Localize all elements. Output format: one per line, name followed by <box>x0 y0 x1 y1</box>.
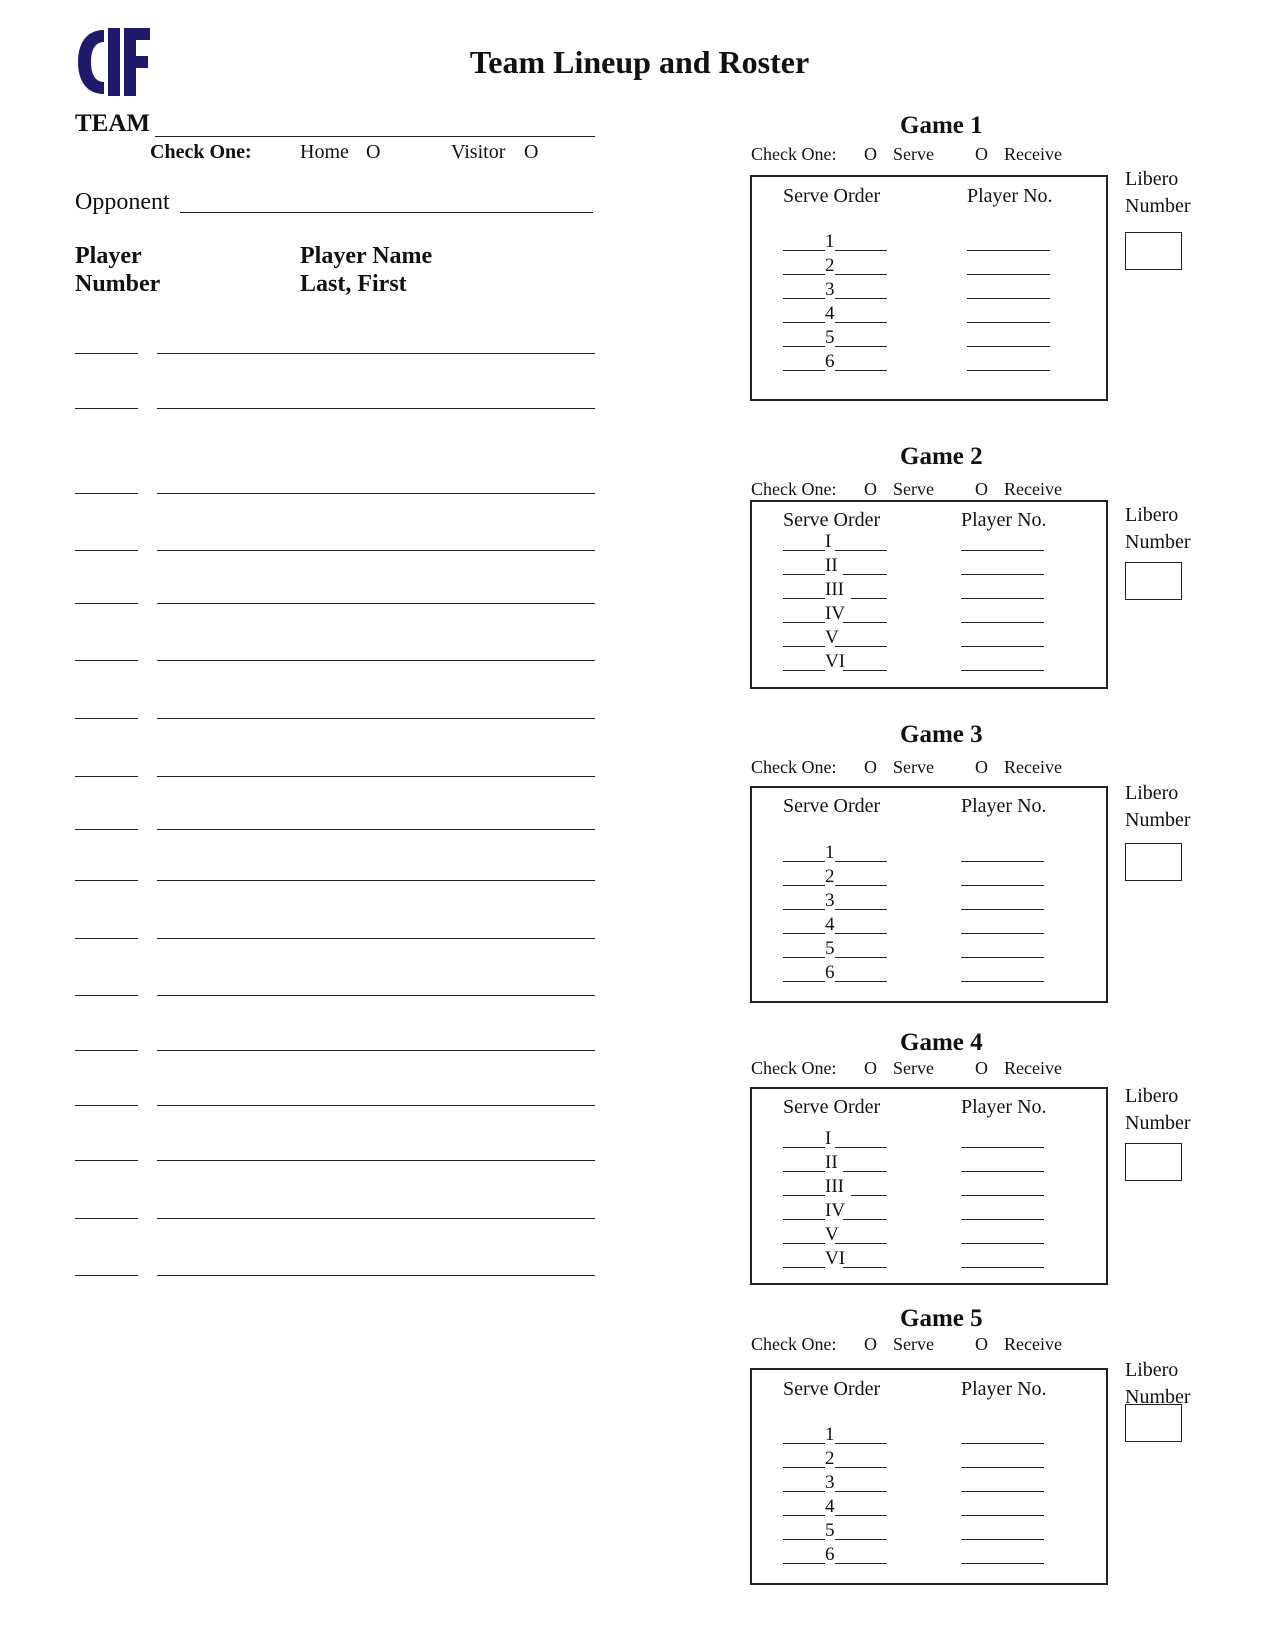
serve-order-row <box>783 328 893 351</box>
player-number-field[interactable] <box>961 646 1044 647</box>
serve-order-label: I <box>825 1128 832 1149</box>
serve-order-blank-right[interactable] <box>843 1267 887 1268</box>
serve-order-blank-right[interactable] <box>835 346 887 347</box>
serve-order-blank-right[interactable] <box>835 1147 887 1148</box>
serve-order-blank-right[interactable] <box>835 298 887 299</box>
serve-order-label: 1 <box>825 1424 835 1445</box>
player-number-field[interactable] <box>967 250 1050 251</box>
serve-order-blank-right[interactable] <box>835 1563 887 1564</box>
player-name-header-line1: Player Name <box>300 243 433 269</box>
serve-order-label: 2 <box>825 255 835 276</box>
roster-name-field[interactable] <box>157 718 595 719</box>
serve-checkbox[interactable]: O <box>864 1058 877 1078</box>
visitor-checkbox[interactable]: O <box>524 141 539 163</box>
serve-order-blank-left[interactable] <box>783 370 825 371</box>
serve-order-blank-right[interactable] <box>835 1515 887 1516</box>
libero-number-box[interactable] <box>1125 232 1182 270</box>
page-title-text: Team Lineup and Roster <box>469 44 810 80</box>
roster-number-field[interactable] <box>75 550 138 551</box>
serve-order-blank-left[interactable] <box>783 550 825 551</box>
serve-order-label: 3 <box>825 890 835 911</box>
player-number-field[interactable] <box>961 861 1044 862</box>
serve-order-blank-left[interactable] <box>783 909 825 910</box>
libero-label-line2: Number <box>1125 531 1191 553</box>
serve-order-label: III <box>825 1176 844 1197</box>
roster-name-field[interactable] <box>157 660 595 661</box>
serve-order-label: 1 <box>825 231 835 252</box>
serve-order-blank-left[interactable] <box>783 322 825 323</box>
serve-order-blank-left[interactable] <box>783 574 825 575</box>
serve-order-row <box>783 1545 893 1568</box>
receive-checkbox[interactable]: O <box>975 757 988 777</box>
serve-order-blank-right[interactable] <box>835 933 887 934</box>
roster-name-field[interactable] <box>157 938 595 939</box>
roster-name-field[interactable] <box>157 776 595 777</box>
serve-order-blank-right[interactable] <box>835 861 887 862</box>
serve-order-label: 1 <box>825 842 835 863</box>
serve-order-row <box>783 304 893 327</box>
libero-label-line1: Libero <box>1125 168 1179 190</box>
home-visitor-check-label: Check One: <box>150 141 252 163</box>
serve-checkbox[interactable]: O <box>864 479 877 499</box>
serve-order-label: 6 <box>825 962 835 983</box>
serve-order-label: I <box>825 531 832 552</box>
serve-order-blank-right[interactable] <box>835 322 887 323</box>
serve-order-blank-right[interactable] <box>835 1443 887 1444</box>
serve-order-blank-left[interactable] <box>783 957 825 958</box>
serve-label: Serve <box>893 1058 934 1078</box>
libero-label <box>1125 1083 1191 1137</box>
player-number-field[interactable] <box>967 298 1050 299</box>
serve-order-blank-left[interactable] <box>783 1443 825 1444</box>
serve-order-blank-left[interactable] <box>783 1195 825 1196</box>
roster-name-field[interactable] <box>157 550 595 551</box>
serve-checkbox[interactable]: O <box>864 1334 877 1354</box>
player-number-field[interactable] <box>961 1267 1044 1268</box>
serve-order-row <box>783 628 893 651</box>
roster-number-field[interactable] <box>75 829 138 830</box>
roster-name-field[interactable] <box>157 603 595 604</box>
player-name-header <box>300 242 432 298</box>
serve-order-blank-right[interactable] <box>835 909 887 910</box>
roster-number-field[interactable] <box>75 408 138 409</box>
player-no-header: Player No. <box>961 1096 1047 1118</box>
player-no-header: Player No. <box>961 1378 1047 1400</box>
roster-number-field[interactable] <box>75 603 138 604</box>
player-number-field[interactable] <box>961 1171 1044 1172</box>
serve-order-row <box>783 1521 893 1544</box>
roster-name-field[interactable] <box>157 493 595 494</box>
serve-order-blank-left[interactable] <box>783 1515 825 1516</box>
serve-order-label: 6 <box>825 351 835 372</box>
serve-order-row <box>783 939 893 962</box>
serve-order-blank-left[interactable] <box>783 1563 825 1564</box>
roster-number-field[interactable] <box>75 776 138 777</box>
serve-order-blank-left[interactable] <box>783 933 825 934</box>
serve-order-row <box>783 1425 893 1448</box>
roster-number-field[interactable] <box>75 1218 138 1219</box>
roster-name-field[interactable] <box>157 880 595 881</box>
roster-number-field[interactable] <box>75 1160 138 1161</box>
serve-order-blank-left[interactable] <box>783 1219 825 1220</box>
player-number-field[interactable] <box>967 346 1050 347</box>
receive-label: Receive <box>1004 479 1062 499</box>
team-label: TEAM <box>75 110 150 137</box>
serve-receive-check-label: Check One: <box>751 144 837 164</box>
roster-number-field[interactable] <box>75 995 138 996</box>
serve-order-blank-left[interactable] <box>783 622 825 623</box>
serve-order-label: 5 <box>825 938 835 959</box>
receive-checkbox[interactable]: O <box>975 144 988 164</box>
libero-label <box>1125 1357 1191 1411</box>
serve-order-label: 2 <box>825 866 835 887</box>
game-title: Game 5 <box>900 1305 983 1332</box>
serve-order-blank-right[interactable] <box>843 670 887 671</box>
serve-order-blank-right[interactable] <box>835 1539 887 1540</box>
serve-order-row <box>783 915 893 938</box>
serve-order-header: Serve Order <box>783 185 881 207</box>
receive-label: Receive <box>1004 757 1062 777</box>
roster-name-field[interactable] <box>157 408 595 409</box>
libero-number-box[interactable] <box>1125 562 1182 600</box>
serve-order-row <box>783 1201 893 1224</box>
serve-order-blank-right[interactable] <box>843 574 887 575</box>
serve-order-blank-left[interactable] <box>783 670 825 671</box>
serve-order-label: 3 <box>825 1472 835 1493</box>
serve-order-blank-left[interactable] <box>783 346 825 347</box>
roster-number-field[interactable] <box>75 493 138 494</box>
visitor-label: Visitor <box>451 141 506 163</box>
player-number-field[interactable] <box>961 933 1044 934</box>
serve-checkbox[interactable]: O <box>864 757 877 777</box>
serve-order-blank-right[interactable] <box>835 1467 887 1468</box>
serve-order-row <box>783 580 893 603</box>
libero-number-box[interactable] <box>1125 1143 1182 1181</box>
serve-order-label: II <box>825 1152 838 1173</box>
serve-order-header: Serve Order <box>783 509 881 531</box>
player-number-field[interactable] <box>967 370 1050 371</box>
serve-order-label: 4 <box>825 1496 835 1517</box>
libero-label-line2: Number <box>1125 809 1191 831</box>
serve-checkbox[interactable]: O <box>864 144 877 164</box>
serve-receive-check-label: Check One: <box>751 1334 837 1354</box>
serve-order-label: VI <box>825 651 846 672</box>
receive-checkbox[interactable]: O <box>975 1334 988 1354</box>
serve-order-blank-right[interactable] <box>835 250 887 251</box>
opponent-field[interactable] <box>180 212 593 213</box>
serve-order-blank-right[interactable] <box>835 274 887 275</box>
serve-order-row <box>783 1473 893 1496</box>
serve-order-row <box>783 963 893 986</box>
player-number-field[interactable] <box>961 885 1044 886</box>
serve-label: Serve <box>893 1334 934 1354</box>
serve-order-label: IV <box>825 1200 846 1221</box>
player-no-header: Player No. <box>961 509 1047 531</box>
receive-label: Receive <box>1004 144 1062 164</box>
receive-label: Receive <box>1004 1058 1062 1078</box>
serve-order-row <box>783 1129 893 1152</box>
home-label: Home <box>300 141 349 163</box>
libero-label-line1: Libero <box>1125 504 1179 526</box>
player-number-field[interactable] <box>961 957 1044 958</box>
roster-number-field[interactable] <box>75 938 138 939</box>
serve-order-row <box>783 1497 893 1520</box>
serve-order-header: Serve Order <box>783 1378 881 1400</box>
roster-number-field[interactable] <box>75 1275 138 1276</box>
serve-order-blank-left[interactable] <box>783 885 825 886</box>
serve-order-label: 5 <box>825 1520 835 1541</box>
player-number-field[interactable] <box>961 1515 1044 1516</box>
serve-label: Serve <box>893 757 934 777</box>
serve-order-blank-right[interactable] <box>835 646 887 647</box>
serve-order-label: V <box>825 1224 839 1245</box>
serve-order-label: 5 <box>825 327 835 348</box>
serve-order-row <box>783 532 893 555</box>
roster-name-field[interactable] <box>157 1050 595 1051</box>
serve-order-blank-left[interactable] <box>783 1491 825 1492</box>
serve-order-blank-right[interactable] <box>835 885 887 886</box>
serve-order-blank-left[interactable] <box>783 981 825 982</box>
serve-order-row <box>783 556 893 579</box>
roster-number-field[interactable] <box>75 1050 138 1051</box>
libero-label <box>1125 780 1191 834</box>
serve-order-blank-left[interactable] <box>783 1147 825 1148</box>
serve-order-blank-right[interactable] <box>851 598 887 599</box>
player-number-field[interactable] <box>961 1467 1044 1468</box>
roster-number-field[interactable] <box>75 353 138 354</box>
serve-order-header: Serve Order <box>783 1096 881 1118</box>
serve-order-blank-right[interactable] <box>835 957 887 958</box>
serve-order-row <box>783 1225 893 1248</box>
serve-order-blank-left[interactable] <box>783 1267 825 1268</box>
serve-order-blank-right[interactable] <box>835 1491 887 1492</box>
player-no-header: Player No. <box>961 795 1047 817</box>
serve-order-row <box>783 604 893 627</box>
libero-label-line2: Number <box>1125 1386 1191 1408</box>
home-checkbox[interactable]: O <box>366 141 381 163</box>
serve-order-blank-left[interactable] <box>783 861 825 862</box>
receive-label: Receive <box>1004 1334 1062 1354</box>
serve-order-row <box>783 652 893 675</box>
roster-name-field[interactable] <box>157 353 595 354</box>
serve-order-row <box>783 256 893 279</box>
serve-order-label: III <box>825 579 844 600</box>
serve-label: Serve <box>893 144 934 164</box>
serve-order-blank-right[interactable] <box>835 1243 887 1244</box>
serve-order-row <box>783 1449 893 1472</box>
serve-order-row <box>783 1249 893 1272</box>
libero-label-line2: Number <box>1125 195 1191 217</box>
player-no-header: Player No. <box>967 185 1053 207</box>
roster-name-field[interactable] <box>157 1275 595 1276</box>
player-number-field[interactable] <box>967 274 1050 275</box>
player-number-field[interactable] <box>961 574 1044 575</box>
serve-order-label: 3 <box>825 279 835 300</box>
serve-order-blank-left[interactable] <box>783 646 825 647</box>
serve-order-blank-left[interactable] <box>783 1539 825 1540</box>
player-number-field[interactable] <box>961 1147 1044 1148</box>
serve-order-blank-right[interactable] <box>843 1171 887 1172</box>
serve-order-header: Serve Order <box>783 795 881 817</box>
game-title: Game 2 <box>900 443 983 470</box>
page-title <box>0 44 1275 81</box>
player-number-field[interactable] <box>961 1219 1044 1220</box>
serve-order-label: 2 <box>825 1448 835 1469</box>
serve-order-label: II <box>825 555 838 576</box>
roster-number-field[interactable] <box>75 718 138 719</box>
player-number-field[interactable] <box>967 322 1050 323</box>
serve-order-blank-right[interactable] <box>843 1219 887 1220</box>
team-name-field[interactable] <box>155 136 595 137</box>
serve-order-blank-left[interactable] <box>783 1467 825 1468</box>
serve-order-blank-left[interactable] <box>783 1243 825 1244</box>
libero-number-box[interactable] <box>1125 843 1182 881</box>
player-number-field[interactable] <box>961 598 1044 599</box>
player-number-field[interactable] <box>961 1563 1044 1564</box>
serve-order-label: IV <box>825 603 846 624</box>
roster-name-field[interactable] <box>157 829 595 830</box>
player-number-field[interactable] <box>961 981 1044 982</box>
serve-order-row <box>783 232 893 255</box>
serve-order-row <box>783 280 893 303</box>
player-number-header-line2: Number <box>75 271 161 297</box>
player-number-field[interactable] <box>961 1491 1044 1492</box>
serve-order-row <box>783 867 893 890</box>
player-number-field[interactable] <box>961 1443 1044 1444</box>
serve-order-label: VI <box>825 1248 846 1269</box>
serve-receive-check-label: Check One: <box>751 1058 837 1078</box>
roster-name-field[interactable] <box>157 995 595 996</box>
serve-order-row <box>783 891 893 914</box>
serve-order-blank-right[interactable] <box>835 550 887 551</box>
serve-receive-check-label: Check One: <box>751 757 837 777</box>
player-number-field[interactable] <box>961 1195 1044 1196</box>
roster-number-field[interactable] <box>75 660 138 661</box>
player-number-field[interactable] <box>961 909 1044 910</box>
opponent-label: Opponent <box>75 189 170 215</box>
serve-order-blank-left[interactable] <box>783 298 825 299</box>
serve-order-label: 4 <box>825 303 835 324</box>
libero-label <box>1125 502 1191 556</box>
libero-label-line1: Libero <box>1125 1085 1179 1107</box>
serve-order-label: 4 <box>825 914 835 935</box>
roster-name-field[interactable] <box>157 1218 595 1219</box>
game-title: Game 4 <box>900 1029 983 1056</box>
player-name-header-line2: Last, First <box>300 271 407 297</box>
serve-order-row <box>783 1177 893 1200</box>
receive-checkbox[interactable]: O <box>975 1058 988 1078</box>
serve-order-row <box>783 352 893 375</box>
roster-name-field[interactable] <box>157 1160 595 1161</box>
serve-order-blank-right[interactable] <box>835 370 887 371</box>
roster-number-field[interactable] <box>75 1105 138 1106</box>
serve-order-blank-left[interactable] <box>783 598 825 599</box>
libero-label-line1: Libero <box>1125 1359 1179 1381</box>
serve-order-blank-left[interactable] <box>783 274 825 275</box>
serve-order-label: V <box>825 627 839 648</box>
libero-number-box[interactable] <box>1125 1404 1182 1442</box>
roster-number-field[interactable] <box>75 880 138 881</box>
serve-receive-check-label: Check One: <box>751 479 837 499</box>
player-number-field[interactable] <box>961 622 1044 623</box>
roster-name-field[interactable] <box>157 1105 595 1106</box>
libero-label-line2: Number <box>1125 1112 1191 1134</box>
game-title: Game 1 <box>900 112 983 139</box>
serve-label: Serve <box>893 479 934 499</box>
player-number-field[interactable] <box>961 1539 1044 1540</box>
player-number-field[interactable] <box>961 1243 1044 1244</box>
libero-label-line1: Libero <box>1125 782 1179 804</box>
serve-order-row <box>783 1153 893 1176</box>
serve-order-blank-right[interactable] <box>835 981 887 982</box>
serve-order-label: 6 <box>825 1544 835 1565</box>
serve-order-row <box>783 843 893 866</box>
player-number-field[interactable] <box>961 670 1044 671</box>
serve-order-blank-right[interactable] <box>851 1195 887 1196</box>
serve-order-blank-left[interactable] <box>783 1171 825 1172</box>
serve-order-blank-right[interactable] <box>843 622 887 623</box>
receive-checkbox[interactable]: O <box>975 479 988 499</box>
libero-label <box>1125 166 1191 220</box>
player-number-field[interactable] <box>961 550 1044 551</box>
game-title: Game 3 <box>900 721 983 748</box>
player-number-header <box>75 242 160 298</box>
player-number-header-line1: Player <box>75 243 142 269</box>
serve-order-blank-left[interactable] <box>783 250 825 251</box>
